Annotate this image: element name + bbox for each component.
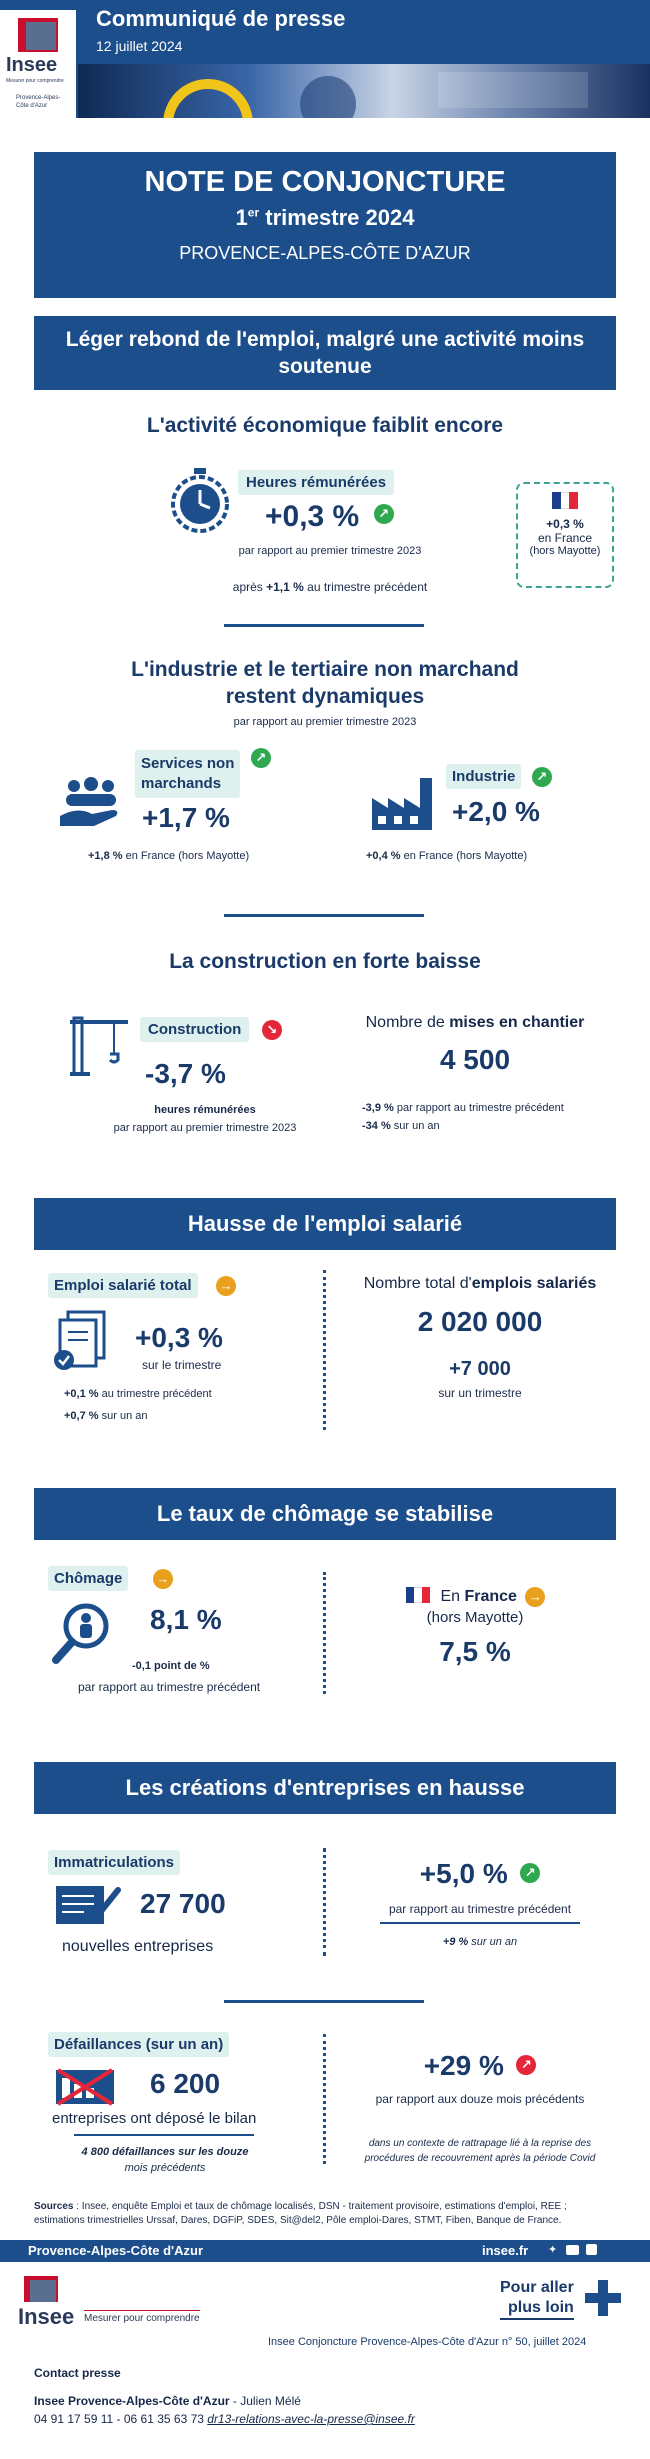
employment-pill: Emploi salarié total [48,1273,198,1298]
industry-value: +2,0 % [452,796,540,827]
registrations-value: 27 700 [140,1888,226,1919]
france-l1: en France [537,531,593,545]
footer-region: Provence-Alpes-Côte d'Azur [28,2243,204,2258]
failures-value: 6 200 [150,2068,221,2099]
unemployment-label-row [48,1566,173,1591]
failures-change-sub: par rapport aux douze mois précédents [375,2092,585,2106]
registrations-arrow-up-icon: ↗ [520,1863,540,1883]
construction-title: La construction en forte baisse [169,950,481,973]
employment-total-title [340,1275,620,1293]
industry-fr-txt: en France (hors Mayotte) [400,850,528,862]
signing-icon [54,1882,122,1926]
sectors-divider [224,914,424,917]
unemployment-fr-row [406,1587,545,1607]
sectors-title [0,656,650,710]
services-fr-txt: en France (hors Mayotte) [122,850,250,862]
failures-change: +29 % [423,2050,504,2081]
unemployment-fr-sub: (hors Mayotte) [426,1609,524,1626]
registrations-separator [323,1848,326,1956]
contact-title: Contact presse [34,2366,121,2380]
documents-icon [52,1310,116,1372]
activity-prev-val: +1,1 % [266,580,304,594]
starts-pre: Nombre de [365,1014,450,1031]
registrations-change-row [340,1858,620,1890]
person-head-3 [102,780,114,792]
sectors-title-1: L'industrie et le tertiaire non marchand [131,658,519,681]
registrations-year-txt: sur un an [468,1936,518,1948]
footer-publication[interactable]: Insee Conjoncture Provence-Alpes-Côte d'Azur n° 50, juillet 2024 [268,2336,587,2348]
contact-org-row [34,2394,301,2408]
insee-logo-box [0,10,76,118]
registrations-sub: nouvelles entreprises [62,1938,214,1955]
banner-quarter-rest: trimestre 2024 [259,205,415,230]
contact-email[interactable]: dr13-relations-avec-la-presse@insee.fr [207,2412,415,2426]
services-pill [135,750,240,798]
more-link[interactable] [500,2278,574,2320]
failures-arrow-up-icon: ↗ [516,2055,536,2075]
employment-gain-sub: sur un trimestre [438,1386,522,1400]
employment-prev-txt: au trimestre précédent [98,1388,212,1400]
france-value: +0,3 % [546,517,584,531]
failures-note-1: 4 800 défaillances sur les douze [81,2146,249,2158]
deco-circle [300,76,356,118]
activity-value: +0,3 % [265,500,360,533]
employment-total-bold: emplois salariés [471,1275,597,1292]
employment-year-val: +0,7 % [64,1410,99,1422]
employment-total-value: 2 020 000 [417,1306,543,1337]
failures-sub: entreprises ont déposé le bilan [52,2110,257,2127]
deco-rect [438,72,588,108]
people-bodies [66,794,116,806]
unemployment-change-sub: par rapport au trimestre précédent [78,1680,261,1694]
twitter-icon[interactable]: ✦ [548,2244,558,2256]
failures-context [340,2136,620,2166]
starts-bold: mises en chantier [449,1014,585,1031]
headline-banner [34,316,616,390]
check-badge [54,1350,74,1370]
services-arrow-up-icon: ↗ [251,748,271,768]
failures-context-1: dans un contexte de rattrapage lié à la reprise des [368,2138,592,2149]
arrow-up-icon: ↗ [374,504,394,524]
registrations-label-row [48,1850,180,1875]
employment-prev [64,1388,212,1400]
services-fr-val: +1,8 % [88,850,123,862]
construction-sub2: par rapport au premier trimestre 2023 [113,1122,297,1134]
sectors-ref: par rapport au premier trimestre 2023 [233,716,417,728]
crane-base [70,1072,90,1076]
unemployment-pill: Chômage [48,1566,128,1591]
person-body [80,1624,92,1638]
starts-quarter [362,1102,564,1114]
contact-details [34,2412,415,2426]
starts-q-txt: par rapport au trimestre précédent [393,1102,564,1114]
magnifier-handle [56,1642,72,1660]
activity-ref: par rapport au premier trimestre 2023 [238,545,422,557]
starts-y-val: -34 % [362,1120,391,1132]
footer-tagline: Mesurer pour comprendre [84,2310,200,2324]
contact-org: Insee Provence-Alpes-Côte d'Azur [34,2394,230,2408]
activity-prev-pre: après [232,580,267,594]
registrations-year-val: +9 % [442,1936,469,1948]
employment-gain-value: +7 000 [449,1358,511,1380]
more-line-1: Pour aller [500,2279,574,2296]
registrations-year [340,1936,620,1948]
sources-label: Sources [34,2201,74,2212]
registrations-pill: Immatriculations [48,1850,180,1875]
factory-window-3 [410,816,418,824]
starts-year [362,1120,440,1132]
unemployment-change: -0,1 point de % [132,1660,210,1672]
services-value: +1,7 % [142,802,230,833]
employment-year [64,1410,147,1422]
services-icon [58,776,124,832]
person-head [81,1613,91,1623]
youtube-icon[interactable] [566,2245,579,2255]
employment-prev-val: +0,1 % [64,1388,99,1400]
hand-shape [60,810,117,826]
linkedin-icon[interactable] [586,2244,597,2255]
france-box [516,482,614,588]
footer-site[interactable]: insee.fr [482,2243,529,2258]
unemployment-separator [323,1572,326,1694]
services-label-row [135,748,271,798]
insee-brand: Insee [6,54,58,76]
header-image-strip [78,64,650,118]
clock-button [194,468,206,474]
sectors-title-2: restent dynamiques [225,685,425,708]
title-banner [34,152,616,298]
crane-hook [110,1054,118,1062]
banner-line1: NOTE DE CONJONCTURE [144,166,506,198]
insee-region: Provence-Alpes-Côte d'Azur [16,95,61,109]
magnifier-person-icon [52,1600,112,1666]
failures-separator [323,2034,326,2164]
construction-pill: Construction [140,1017,249,1042]
failures-note-2: mois précédents [124,2162,206,2174]
services-label-1: Services non [141,755,235,772]
unemployment-title: Le taux de chômage se stabilise [34,1488,616,1540]
deco-arc [168,84,248,118]
header-decoration [78,64,650,118]
france-l2: (hors Mayotte) [529,545,601,557]
employment-label-row [48,1273,236,1298]
fr-arrow-right-icon: → [525,1587,545,1607]
starts-title [355,1014,595,1032]
hours-pill: Heures rémunérées [238,470,394,495]
factory-window-2 [394,816,402,824]
fr-flag-icon [406,1587,430,1603]
banner-line2 [34,205,616,231]
banner-quarter-sup: er [247,205,260,220]
unemployment-fr-pre: En [440,1588,465,1605]
services-label-2: marchands [141,775,222,792]
failures-note [50,2144,280,2176]
unemployment-fr-bold: France [464,1588,517,1605]
france-flag-icon [552,492,578,509]
sources [34,2200,616,2228]
employment-title: Hausse de l'emploi salarié [34,1198,616,1250]
crane-icon [70,1016,130,1078]
person-head-2 [84,777,98,791]
employment-separator [323,1270,326,1430]
starts-q-val: -3,9 % [362,1102,394,1114]
banner-quarter-num: 1 [235,205,248,230]
arrow-down-icon: ↘ [262,1020,282,1040]
employment-total-pre: Nombre total d' [363,1275,472,1292]
employment-year-txt: sur un an [98,1410,148,1422]
industry-france [366,850,527,862]
unemployment-fr-value: 7,5 % [439,1636,511,1667]
failures-change-row [340,2050,620,2082]
factory-window-1 [378,816,386,824]
employment-value: +0,3 % [135,1322,223,1353]
registrations-change-line [380,1922,580,1924]
header-date: 12 juillet 2024 [96,38,183,54]
logo-square-overlay [26,22,56,50]
industry-label-row [446,764,552,789]
footer-bar [0,2240,650,2262]
activity-prev-post: au trimestre précédent [303,580,428,594]
contact-phones: 04 91 17 59 11 - 06 61 35 63 73 [34,2412,204,2426]
banner-line3: PROVENCE-ALPES-CÔTE D'AZUR [179,243,471,263]
unemployment-arrow-right-icon: → [153,1569,173,1589]
footer-logo-overlay [30,2280,56,2302]
sources-text: : Insee, enquête Emploi et taux de chômage localisés, DSN - traitement provisoire, estimations d'emploi, REE ; estimations trimestrielles Urssaf, Dares, DGFiP, SDES, Sit@del2, Pôle emploi-Dares, STMT, Fiben, Banque de France. [34,2201,567,2226]
industry-fr-val: +0,4 % [366,850,401,862]
registrations-change: +5,0 % [419,1858,508,1889]
footer-brand: Insee [18,2304,75,2329]
failures-sub-line [74,2134,254,2136]
factory-icon [370,776,436,832]
services-france [88,850,249,862]
more-line-2: plus loin [500,2298,574,2320]
insee-tagline: Mesurer pour comprendre [6,78,64,84]
registrations-change-sub: par rapport au trimestre précédent [388,1902,572,1916]
activity-title: L'activité économique faiblit encore [146,414,504,437]
activity-prev [190,580,470,594]
contact-name: - Julien Mélé [229,2394,301,2408]
business-title: Les créations d'entreprises en hausse [34,1762,616,1814]
headline: Léger rebond de l'emploi, malgré une activité moins soutenue [65,328,585,378]
failures-icon [54,2066,118,2108]
crane-mast [74,1018,82,1074]
activity-value-row [265,500,394,534]
failures-context-2: procédures de recouvrement après la période Covid [364,2153,596,2164]
header-title: Communiqué de presse [96,6,346,31]
failures-pill: Défaillances (sur un an) [48,2032,229,2057]
business-divider [224,2000,424,2003]
industry-pill: Industrie [446,764,521,789]
person-head-1 [68,780,80,792]
construction-value: -3,7 % [145,1058,226,1089]
activity-label [238,470,394,495]
construction-sub1: heures rémunérées [154,1104,256,1116]
starts-y-txt: sur un an [390,1120,440,1132]
unemployment-value: 8,1 % [150,1604,222,1635]
starts-value: 4 500 [439,1044,511,1075]
clock-icon [168,466,232,536]
activity-divider [224,624,424,627]
construction-label-row [140,1017,282,1042]
arrow-right-icon: → [216,1276,236,1296]
industry-arrow-up-icon: ↗ [532,767,552,787]
plus-icon[interactable] [585,2280,621,2316]
employment-value-sub: sur le trimestre [142,1358,222,1372]
failures-label-row [48,2032,229,2057]
